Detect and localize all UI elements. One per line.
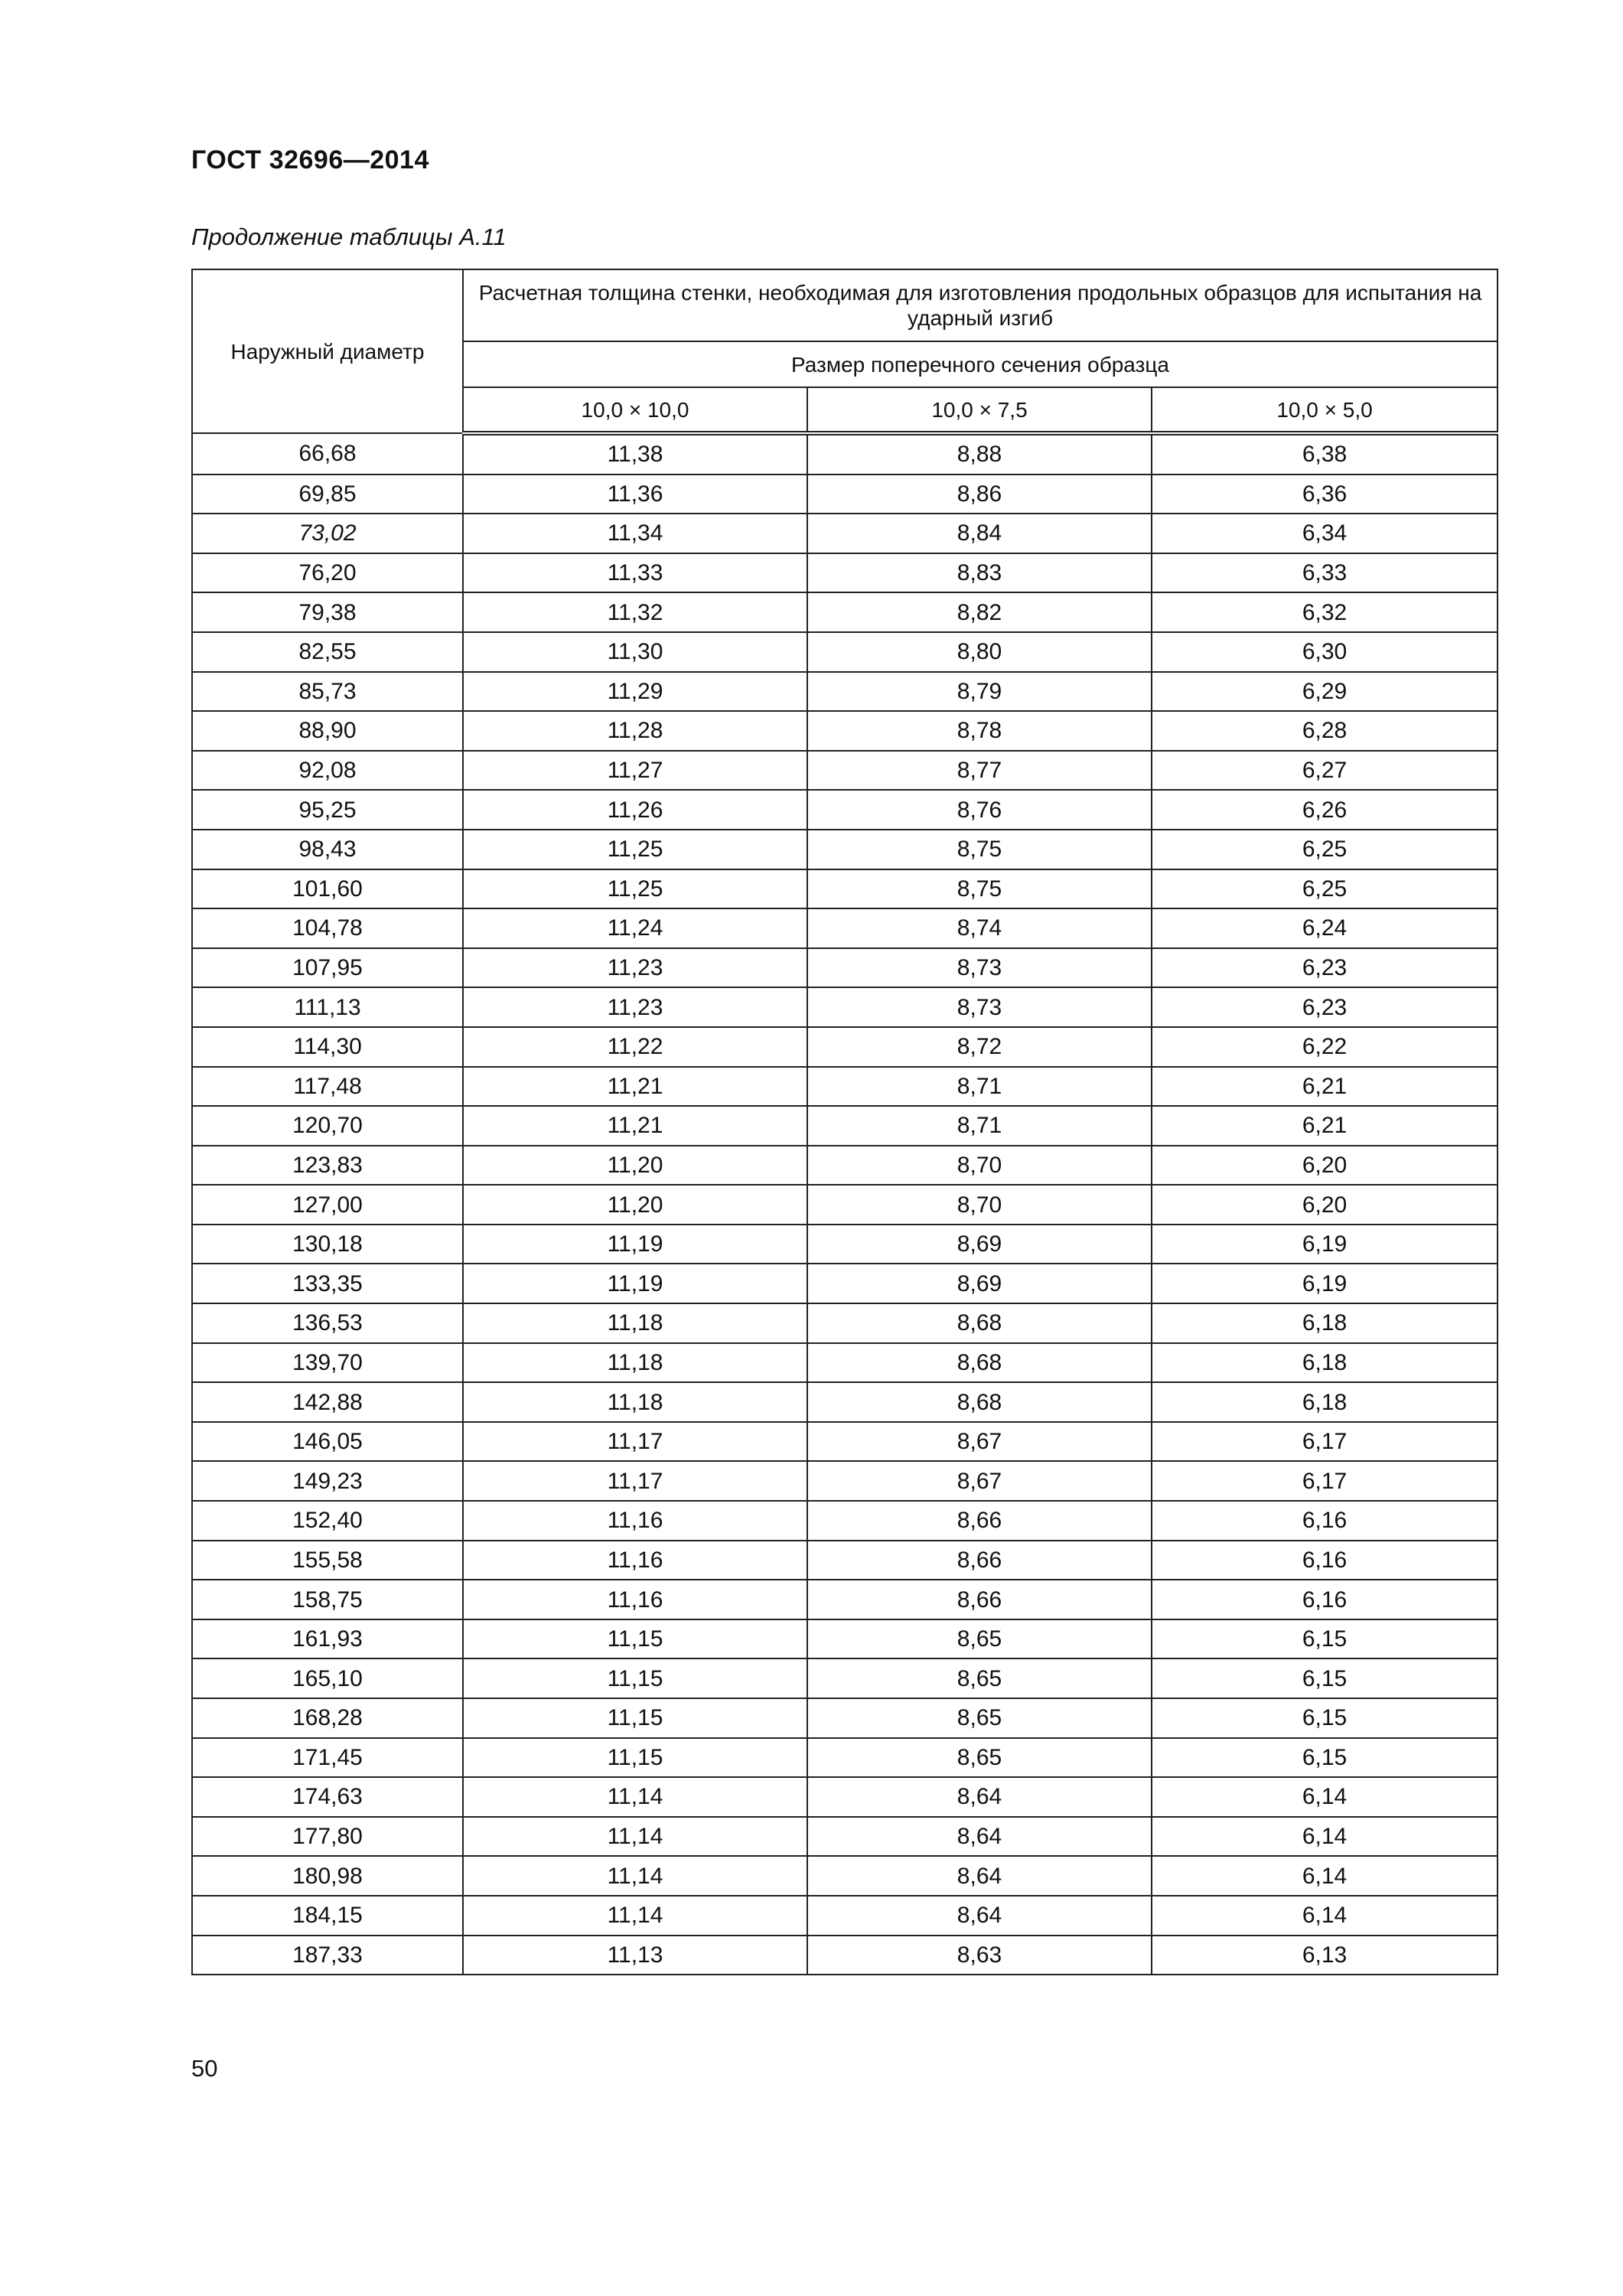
col-header-size-3: 10,0 × 5,0 [1152, 387, 1498, 433]
table-body [192, 433, 1498, 1975]
table-row [192, 1225, 1498, 1264]
cell-wall-thickness: 11,22 [463, 1027, 807, 1067]
cell-wall-thickness: 11,15 [463, 1658, 807, 1698]
cell-wall-thickness: 6,22 [1152, 1027, 1498, 1067]
cell-wall-thickness: 6,23 [1152, 987, 1498, 1027]
cell-wall-thickness: 8,66 [807, 1580, 1152, 1619]
cell-wall-thickness: 8,73 [807, 948, 1152, 988]
cell-outer-diameter: 127,00 [192, 1185, 463, 1225]
table-row [192, 592, 1498, 632]
cell-outer-diameter: 114,30 [192, 1027, 463, 1067]
cell-wall-thickness: 6,29 [1152, 672, 1498, 712]
cell-wall-thickness: 6,14 [1152, 1777, 1498, 1817]
cell-wall-thickness: 6,19 [1152, 1264, 1498, 1303]
table-row [192, 475, 1498, 514]
table-row [192, 1501, 1498, 1541]
table-row [192, 1777, 1498, 1817]
cell-wall-thickness: 8,70 [807, 1146, 1152, 1186]
cell-wall-thickness: 8,80 [807, 632, 1152, 672]
table-row [192, 1658, 1498, 1698]
cell-outer-diameter: 130,18 [192, 1225, 463, 1264]
cell-outer-diameter: 165,10 [192, 1658, 463, 1698]
col-header-size-2: 10,0 × 7,5 [807, 387, 1152, 433]
cell-outer-diameter: 142,88 [192, 1382, 463, 1422]
cell-wall-thickness: 11,16 [463, 1580, 807, 1619]
cell-wall-thickness: 8,86 [807, 475, 1152, 514]
cell-wall-thickness: 6,13 [1152, 1936, 1498, 1975]
cell-wall-thickness: 8,79 [807, 672, 1152, 712]
cell-wall-thickness: 11,26 [463, 790, 807, 830]
table-row [192, 514, 1498, 553]
table-row [192, 1856, 1498, 1896]
table-row [192, 1146, 1498, 1186]
cell-wall-thickness: 11,30 [463, 632, 807, 672]
cell-wall-thickness: 6,19 [1152, 1225, 1498, 1264]
cell-wall-thickness: 8,64 [807, 1777, 1152, 1817]
cell-wall-thickness: 6,25 [1152, 830, 1498, 869]
cell-wall-thickness: 11,25 [463, 869, 807, 909]
cell-wall-thickness: 6,16 [1152, 1580, 1498, 1619]
cell-wall-thickness: 6,25 [1152, 869, 1498, 909]
cell-wall-thickness: 6,14 [1152, 1856, 1498, 1896]
cell-outer-diameter: 111,13 [192, 987, 463, 1027]
cell-wall-thickness: 8,69 [807, 1225, 1152, 1264]
table-row [192, 553, 1498, 593]
table-row [192, 1461, 1498, 1501]
cell-outer-diameter: 107,95 [192, 948, 463, 988]
cell-wall-thickness: 8,65 [807, 1698, 1152, 1738]
cell-outer-diameter: 171,45 [192, 1738, 463, 1778]
cell-wall-thickness: 11,21 [463, 1106, 807, 1146]
table-row [192, 869, 1498, 909]
cell-wall-thickness: 11,36 [463, 475, 807, 514]
cell-wall-thickness: 8,65 [807, 1658, 1152, 1698]
cell-outer-diameter: 187,33 [192, 1936, 463, 1975]
cell-wall-thickness: 11,14 [463, 1856, 807, 1896]
cell-wall-thickness: 11,17 [463, 1461, 807, 1501]
table-row [192, 433, 1498, 475]
cell-wall-thickness: 11,19 [463, 1264, 807, 1303]
table-row [192, 1382, 1498, 1422]
cell-wall-thickness: 8,68 [807, 1382, 1152, 1422]
cell-wall-thickness: 6,15 [1152, 1658, 1498, 1698]
cell-outer-diameter: 123,83 [192, 1146, 463, 1186]
table-row [192, 987, 1498, 1027]
cell-outer-diameter: 180,98 [192, 1856, 463, 1896]
cell-outer-diameter: 66,68 [192, 433, 463, 475]
cell-wall-thickness: 11,23 [463, 948, 807, 988]
cell-outer-diameter: 184,15 [192, 1896, 463, 1936]
cell-wall-thickness: 6,15 [1152, 1619, 1498, 1659]
table-row [192, 1264, 1498, 1303]
cell-outer-diameter: 155,58 [192, 1541, 463, 1580]
cell-outer-diameter: 120,70 [192, 1106, 463, 1146]
cell-wall-thickness: 11,38 [463, 433, 807, 475]
cell-outer-diameter: 136,53 [192, 1303, 463, 1343]
cell-wall-thickness: 8,82 [807, 592, 1152, 632]
cell-outer-diameter: 69,85 [192, 475, 463, 514]
cell-wall-thickness: 6,28 [1152, 711, 1498, 751]
cell-wall-thickness: 6,18 [1152, 1303, 1498, 1343]
col-header-wall-thickness: Расчетная толщина стенки, необходимая для изготовления продольных образцов для испытания на ударный изгиб [463, 269, 1498, 341]
cell-wall-thickness: 11,34 [463, 514, 807, 553]
cell-outer-diameter: 88,90 [192, 711, 463, 751]
table-row [192, 1580, 1498, 1619]
cell-wall-thickness: 11,16 [463, 1541, 807, 1580]
table-row [192, 711, 1498, 751]
cell-outer-diameter: 146,05 [192, 1422, 463, 1462]
cell-wall-thickness: 11,14 [463, 1896, 807, 1936]
cell-wall-thickness: 6,30 [1152, 632, 1498, 672]
cell-wall-thickness: 11,15 [463, 1698, 807, 1738]
table-row [192, 751, 1498, 791]
cell-wall-thickness: 8,75 [807, 869, 1152, 909]
cell-outer-diameter: 82,55 [192, 632, 463, 672]
cell-outer-diameter: 85,73 [192, 672, 463, 712]
cell-outer-diameter: 161,93 [192, 1619, 463, 1659]
cell-wall-thickness: 6,34 [1152, 514, 1498, 553]
cell-wall-thickness: 8,68 [807, 1343, 1152, 1383]
table-row [192, 1106, 1498, 1146]
cell-wall-thickness: 11,14 [463, 1817, 807, 1857]
cell-wall-thickness: 11,33 [463, 553, 807, 593]
table-row [192, 1067, 1498, 1107]
cell-wall-thickness: 8,78 [807, 711, 1152, 751]
table-row [192, 1936, 1498, 1975]
cell-outer-diameter: 152,40 [192, 1501, 463, 1541]
table-row [192, 908, 1498, 948]
cell-wall-thickness: 8,84 [807, 514, 1152, 553]
cell-wall-thickness: 11,20 [463, 1146, 807, 1186]
cell-wall-thickness: 6,27 [1152, 751, 1498, 791]
cell-wall-thickness: 6,14 [1152, 1817, 1498, 1857]
cell-wall-thickness: 11,32 [463, 592, 807, 632]
cell-wall-thickness: 11,15 [463, 1738, 807, 1778]
cell-outer-diameter: 149,23 [192, 1461, 463, 1501]
cell-wall-thickness: 8,71 [807, 1106, 1152, 1146]
cell-wall-thickness: 8,65 [807, 1738, 1152, 1778]
cell-wall-thickness: 11,18 [463, 1343, 807, 1383]
cell-wall-thickness: 8,74 [807, 908, 1152, 948]
table-caption: Продолжение таблицы А.11 [191, 223, 507, 250]
cell-wall-thickness: 6,21 [1152, 1067, 1498, 1107]
cell-outer-diameter: 104,78 [192, 908, 463, 948]
cell-wall-thickness: 8,76 [807, 790, 1152, 830]
table-row [192, 672, 1498, 712]
page-number: 50 [191, 2055, 218, 2082]
cell-wall-thickness: 6,16 [1152, 1541, 1498, 1580]
cell-wall-thickness: 11,21 [463, 1067, 807, 1107]
cell-wall-thickness: 8,64 [807, 1817, 1152, 1857]
cell-wall-thickness: 11,27 [463, 751, 807, 791]
table-row [192, 1541, 1498, 1580]
data-table [191, 269, 1498, 1975]
cell-wall-thickness: 8,67 [807, 1461, 1152, 1501]
cell-wall-thickness: 6,33 [1152, 553, 1498, 593]
table-row [192, 790, 1498, 830]
cell-outer-diameter: 139,70 [192, 1343, 463, 1383]
cell-wall-thickness: 6,17 [1152, 1461, 1498, 1501]
table-row [192, 1817, 1498, 1857]
table-row [192, 1896, 1498, 1936]
cell-wall-thickness: 11,18 [463, 1382, 807, 1422]
cell-wall-thickness: 11,25 [463, 830, 807, 869]
cell-wall-thickness: 6,17 [1152, 1422, 1498, 1462]
cell-wall-thickness: 8,66 [807, 1541, 1152, 1580]
cell-wall-thickness: 11,24 [463, 908, 807, 948]
cell-wall-thickness: 8,64 [807, 1856, 1152, 1896]
table-row [192, 1027, 1498, 1067]
cell-wall-thickness: 8,64 [807, 1896, 1152, 1936]
cell-wall-thickness: 6,38 [1152, 433, 1498, 475]
cell-outer-diameter: 98,43 [192, 830, 463, 869]
cell-wall-thickness: 8,73 [807, 987, 1152, 1027]
document-title: ГОСТ 32696—2014 [191, 145, 429, 174]
cell-wall-thickness: 11,15 [463, 1619, 807, 1659]
cell-wall-thickness: 6,14 [1152, 1896, 1498, 1936]
cell-wall-thickness: 8,69 [807, 1264, 1152, 1303]
cell-outer-diameter: 92,08 [192, 751, 463, 791]
col-header-cross-section: Размер поперечного сечения образца [463, 341, 1498, 387]
cell-wall-thickness: 8,88 [807, 433, 1152, 475]
cell-wall-thickness: 6,15 [1152, 1698, 1498, 1738]
cell-wall-thickness: 6,20 [1152, 1185, 1498, 1225]
cell-wall-thickness: 6,15 [1152, 1738, 1498, 1778]
cell-wall-thickness: 6,21 [1152, 1106, 1498, 1146]
cell-wall-thickness: 11,18 [463, 1303, 807, 1343]
table-row [192, 1698, 1498, 1738]
cell-wall-thickness: 8,83 [807, 553, 1152, 593]
cell-wall-thickness: 6,16 [1152, 1501, 1498, 1541]
cell-outer-diameter: 101,60 [192, 869, 463, 909]
cell-wall-thickness: 8,63 [807, 1936, 1152, 1975]
cell-wall-thickness: 11,17 [463, 1422, 807, 1462]
cell-outer-diameter: 168,28 [192, 1698, 463, 1738]
cell-wall-thickness: 6,32 [1152, 592, 1498, 632]
cell-wall-thickness: 6,24 [1152, 908, 1498, 948]
table-row [192, 1619, 1498, 1659]
cell-outer-diameter: 117,48 [192, 1067, 463, 1107]
cell-outer-diameter: 177,80 [192, 1817, 463, 1857]
cell-wall-thickness: 6,18 [1152, 1382, 1498, 1422]
table-row [192, 948, 1498, 988]
cell-wall-thickness: 8,70 [807, 1185, 1152, 1225]
cell-outer-diameter: 158,75 [192, 1580, 463, 1619]
cell-wall-thickness: 8,75 [807, 830, 1152, 869]
table-row [192, 632, 1498, 672]
cell-wall-thickness: 11,29 [463, 672, 807, 712]
cell-wall-thickness: 11,16 [463, 1501, 807, 1541]
cell-outer-diameter: 95,25 [192, 790, 463, 830]
cell-wall-thickness: 11,20 [463, 1185, 807, 1225]
cell-wall-thickness: 8,67 [807, 1422, 1152, 1462]
col-header-size-1: 10,0 × 10,0 [463, 387, 807, 433]
cell-wall-thickness: 8,77 [807, 751, 1152, 791]
cell-wall-thickness: 11,14 [463, 1777, 807, 1817]
cell-wall-thickness: 11,19 [463, 1225, 807, 1264]
cell-outer-diameter: 79,38 [192, 592, 463, 632]
table-row [192, 1303, 1498, 1343]
cell-wall-thickness: 6,26 [1152, 790, 1498, 830]
col-header-outer-diameter: Наружный диаметр [192, 269, 463, 433]
cell-wall-thickness: 11,23 [463, 987, 807, 1027]
cell-outer-diameter: 133,35 [192, 1264, 463, 1303]
cell-wall-thickness: 8,66 [807, 1501, 1152, 1541]
table-row [192, 830, 1498, 869]
cell-outer-diameter: 76,20 [192, 553, 463, 593]
table-row [192, 1422, 1498, 1462]
cell-wall-thickness: 11,28 [463, 711, 807, 751]
cell-outer-diameter: 73,02 [192, 514, 463, 553]
cell-wall-thickness: 6,20 [1152, 1146, 1498, 1186]
cell-wall-thickness: 6,23 [1152, 948, 1498, 988]
cell-wall-thickness: 8,65 [807, 1619, 1152, 1659]
cell-wall-thickness: 8,71 [807, 1067, 1152, 1107]
cell-wall-thickness: 6,36 [1152, 475, 1498, 514]
cell-wall-thickness: 8,68 [807, 1303, 1152, 1343]
table-row [192, 1185, 1498, 1225]
table-row [192, 1343, 1498, 1383]
table-row [192, 1738, 1498, 1778]
cell-wall-thickness: 6,18 [1152, 1343, 1498, 1383]
cell-wall-thickness: 11,13 [463, 1936, 807, 1975]
cell-wall-thickness: 8,72 [807, 1027, 1152, 1067]
cell-outer-diameter: 174,63 [192, 1777, 463, 1817]
